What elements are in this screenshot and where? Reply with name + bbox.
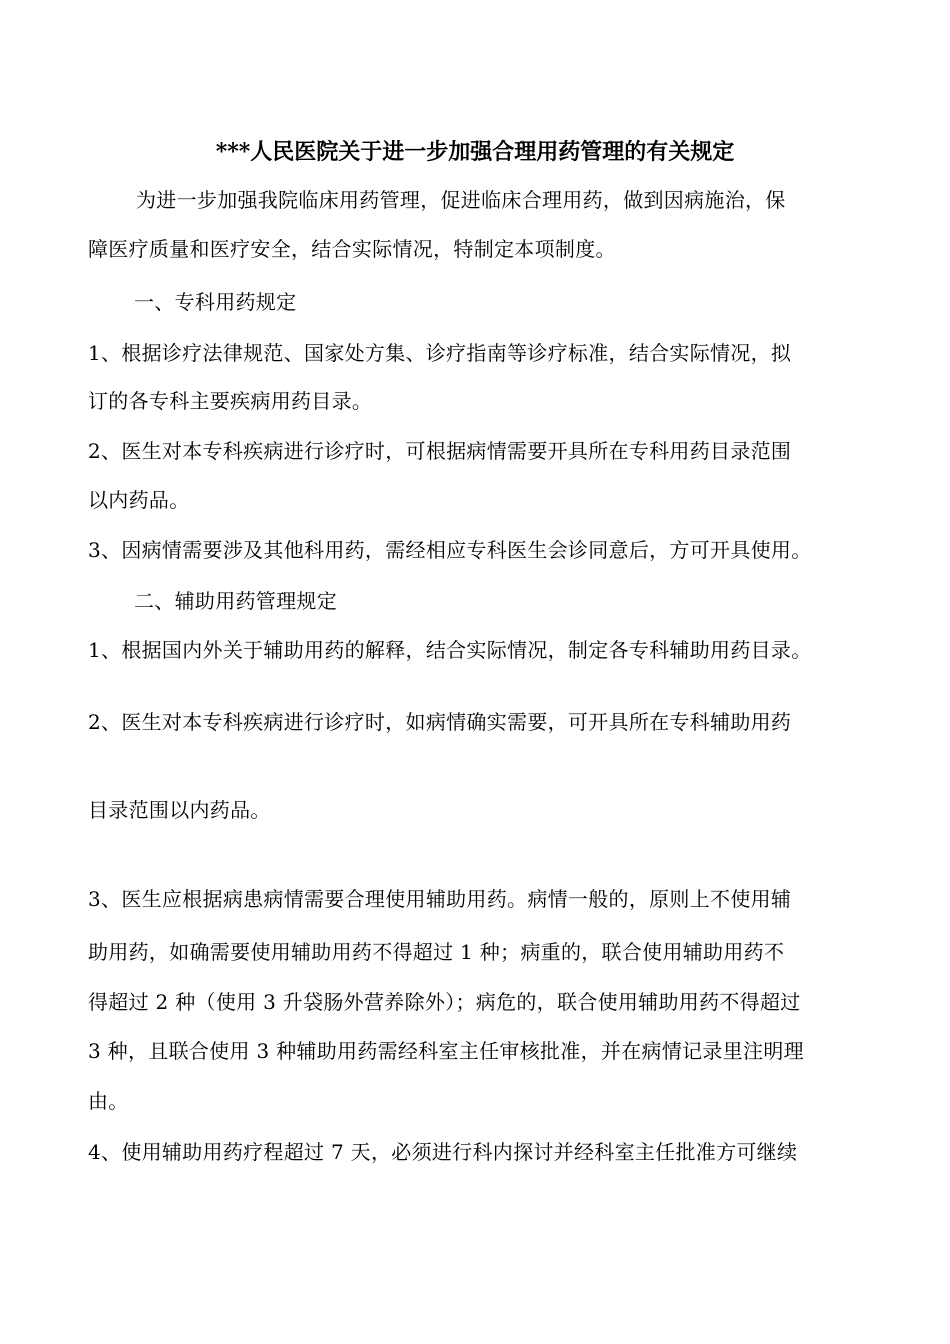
section-2-line-3: 目录范围以内药品。 bbox=[88, 798, 271, 822]
section-2-line-6: 得超过 2 种（使用 3 升袋肠外营养除外）；病危的，联合使用辅助用药不得超过 bbox=[88, 990, 801, 1014]
section-2-line-7: 3 种，且联合使用 3 种辅助用药需经科室主任审核批准，并在病情记录里注明理 bbox=[88, 1039, 804, 1063]
section-1-line-2: 订的各专科主要疾病用药目录。 bbox=[88, 389, 373, 413]
document-title: ***人民医院关于进一步加强合理用药管理的有关规定 bbox=[215, 139, 735, 165]
section-1-line-1: 1、根据诊疗法律规范、国家处方集、诊疗指南等诊疗标准，结合实际情况，拟 bbox=[88, 341, 792, 365]
section-2-line-2: 2、医生对本专科疾病进行诊疗时，如病情确实需要，可开具所在专科辅助用药 bbox=[88, 710, 792, 734]
section-2-heading: 二、辅助用药管理规定 bbox=[134, 589, 337, 613]
section-2-line-1: 1、根据国内外关于辅助用药的解释，结合实际情况，制定各专科辅助用药目录。 bbox=[88, 638, 812, 662]
section-1-heading: 一、专科用药规定 bbox=[134, 290, 297, 314]
section-2-line-5: 助用药，如确需要使用辅助用药不得超过 1 种；病重的，联合使用辅助用药不 bbox=[88, 940, 785, 964]
section-1-line-3: 2、医生对本专科疾病进行诊疗时，可根据病情需要开具所在专科用药目录范围 bbox=[88, 439, 792, 463]
section-2-line-9: 4、使用辅助用药疗程超过 7 天，必须进行科内探讨并经科室主任批准方可继续 bbox=[88, 1140, 798, 1164]
section-1-line-4: 以内药品。 bbox=[88, 488, 190, 512]
section-2-line-8: 由。 bbox=[88, 1089, 129, 1113]
section-1-line-5: 3、因病情需要涉及其他科用药，需经相应专科医生会诊同意后，方可开具使用。 bbox=[88, 538, 812, 562]
intro-line-1: 为进一步加强我院临床用药管理，促进临床合理用药，做到因病施治，保 bbox=[136, 188, 786, 212]
intro-line-2: 障医疗质量和医疗安全，结合实际情况，特制定本项制度。 bbox=[88, 237, 616, 261]
section-2-line-4: 3、医生应根据病患病情需要合理使用辅助用药。病情一般的，原则上不使用辅 bbox=[88, 887, 792, 911]
